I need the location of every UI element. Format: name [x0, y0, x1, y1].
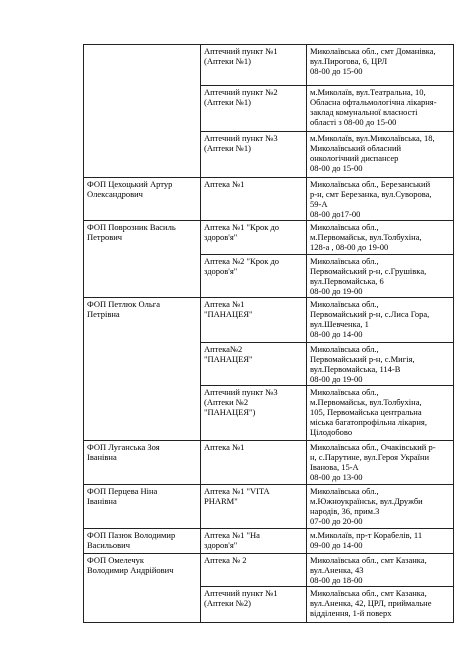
owner-cell: ФОП Пазюк Володимир Васильович — [84, 529, 201, 554]
table-row — [84, 298, 454, 343]
address-hours-cell: м.Миколаїв, вул.Миколаївська, 18, Миколаївський обласний онкологічний диспансер 08-00 до 15-00 — [307, 132, 454, 178]
address-hours-cell: Миколаївська обл., м.Южноукраїнськ, вул.Дружби народів, 36, прим.3 07-00 до 20-00 — [307, 485, 454, 529]
pharmacy-name-cell: Аптека №1 — [201, 178, 307, 221]
address-hours-cell: Миколаївська обл., Первомайський р-н, с.Мигія, вул.Первомайська, 114-В 08-00 до 19-00 — [307, 343, 454, 386]
pharmacy-name-cell: Аптечний пункт №3 (Аптеки №2 "ПАНАЦЕЯ") — [201, 386, 307, 441]
address-hours-cell: Миколаївська обл., смт Казанка, вул.Аненка, 43 08-00 до 18-00 — [307, 554, 454, 587]
address-hours-cell: Миколаївська обл., Очаківський р- н, с.Парутине, вул.Героя України Іванова, 15-А 08-00 до 13-00 — [307, 441, 454, 485]
table-body — [84, 45, 454, 623]
address-hours-cell: Миколаївська обл., смт Казанка, вул.Аненка, 42, ЦРЛ, приймальне відділення, 1-й поверх — [307, 587, 454, 623]
pharmacy-name-cell: Аптека№2 "ПАНАЦЕЯ" — [201, 343, 307, 386]
table-row — [84, 221, 454, 255]
owner-cell: ФОП Поврозник Василь Петрович — [84, 221, 201, 298]
pharmacy-name-cell: Аптека №2 "Крок до здоров'я" — [201, 255, 307, 298]
pharmacy-name-cell: Аптека №1 "На здоров'я" — [201, 529, 307, 554]
owner-cell: ФОП Цехоцький Артур Олександрович — [84, 178, 201, 221]
address-hours-cell: Миколаївська обл., Первомайський р-н, с.Лиса Гора, вул.Шевченка, 1 08-00 до 14-00 — [307, 298, 454, 343]
pharmacy-register-table — [83, 44, 454, 623]
address-hours-cell: Миколаївська обл., смт Доманівка, вул.Пирогова, 6, ЦРЛ 08-00 до 15-00 — [307, 45, 454, 86]
table-row — [84, 178, 454, 221]
owner-cell: ФОП Омелечук Володимир Андрійович — [84, 554, 201, 623]
pharmacy-name-cell: Аптека №1 "VITA PHARM" — [201, 485, 307, 529]
owner-cell — [84, 45, 201, 178]
address-hours-cell: м.Миколаїв, пр-т Корабелів, 11 09-00 до 14-00 — [307, 529, 454, 554]
pharmacy-name-cell: Аптека №1 — [201, 441, 307, 485]
table-row — [84, 554, 454, 587]
address-hours-cell: Миколаївська обл., Березанський р-н, смт Березанка, вул.Суворова, 59-А 08-00 до17-00 — [307, 178, 454, 221]
address-hours-cell: м.Миколаїв, вул.Театральна, 10, Обласна офтальмологічна лікарня- заклад комунальної власності області з 08-00 до 15-00 — [307, 86, 454, 132]
pharmacy-name-cell: Аптека № 2 — [201, 554, 307, 587]
pharmacy-name-cell: Аптека №1 "Крок до здоров'я" — [201, 221, 307, 255]
owner-cell: ФОП Перцева Ніна Іванівна — [84, 485, 201, 529]
pharmacy-name-cell: Аптечний пункт №1 (Аптеки №2) — [201, 587, 307, 623]
owner-cell: ФОП Петлюк Ольга Петрівна — [84, 298, 201, 441]
owner-cell: ФОП Луганська Зоя Іванівна — [84, 441, 201, 485]
table-row — [84, 529, 454, 554]
pharmacy-name-cell: Аптечний пункт №2 (Аптеки №1) — [201, 86, 307, 132]
pharmacy-name-cell: Аптека №1 "ПАНАЦЕЯ" — [201, 298, 307, 343]
pharmacy-name-cell: Аптечний пункт №1 (Аптеки №1) — [201, 45, 307, 86]
table-row — [84, 485, 454, 529]
address-hours-cell: Миколаївська обл., Первомайський р-н, с.Грушівка, вул.Первомайська, 6 08-00 до 19-00 — [307, 255, 454, 298]
table-row — [84, 45, 454, 86]
address-hours-cell: Миколаївська обл., м.Первомайськ, вул.Толбухіна, 128-а , 08-00 до 19-00 — [307, 221, 454, 255]
table-row — [84, 441, 454, 485]
address-hours-cell: Миколаївська обл., м.Первомайськ, вул.Толбухіна, 105, Первомайська центральна міська багатопрофільна лікарня, Цілодобово — [307, 386, 454, 441]
pharmacy-name-cell: Аптечний пункт №3 (Аптеки №1) — [201, 132, 307, 178]
